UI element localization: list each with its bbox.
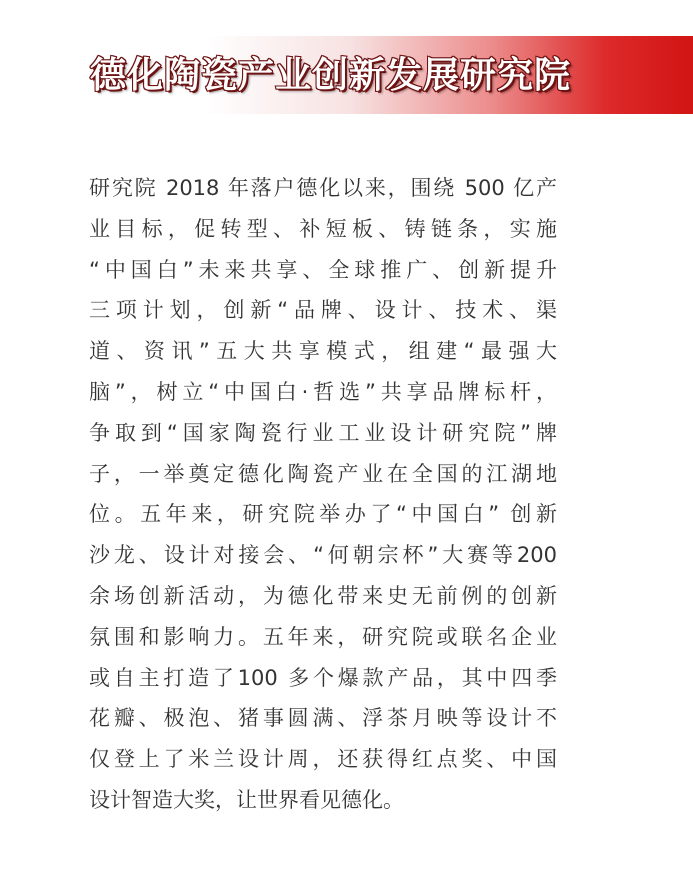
article-line: “中国白”未来共享、全球推广、创新提升 xyxy=(89,257,557,282)
article-body xyxy=(89,168,557,821)
article-line: 氛围和影响力。五年来，研究院或联名企业 xyxy=(89,624,557,649)
article-line: 余场创新活动，为德化带来史无前例的创新 xyxy=(89,583,557,608)
article-line: 子，一举奠定德化陶瓷产业在全国的江湖地 xyxy=(89,461,557,486)
article-line: 脑”，树立“中国白·哲选”共享品牌标杆， xyxy=(89,379,557,404)
article-line: 争取到“国家陶瓷行业工业设计研究院”牌 xyxy=(89,420,557,445)
article-line: 沙龙、设计对接会、“何朝宗杯”大赛等200 xyxy=(89,543,557,568)
page-title: 德化陶瓷产业创新发展研究院 xyxy=(90,55,572,96)
article-line: 三项计划，创新“品牌、设计、技术、渠 xyxy=(89,298,557,323)
article-line: 或自主打造了100 多个爆款产品，其中四季 xyxy=(89,665,557,690)
article-line: 道、资讯”五大共享模式，组建“最强大 xyxy=(89,339,557,364)
article-line: 业目标，促转型、补短板、铸链条，实施 xyxy=(89,216,557,241)
article-line: 研究院 2018 年落户德化以来，围绕 500 亿产 xyxy=(89,176,557,200)
article-line: 设计智造大奖，让世界看见德化。 xyxy=(89,787,404,812)
article-line: 位。五年来，研究院举办了“中国白” 创新 xyxy=(89,502,557,527)
article-line: 仅登上了米兰设计周，还获得红点奖、中国 xyxy=(89,747,557,772)
article-line: 花瓣、极泡、猪事圆满、浮茶月映等设计不 xyxy=(89,706,557,731)
